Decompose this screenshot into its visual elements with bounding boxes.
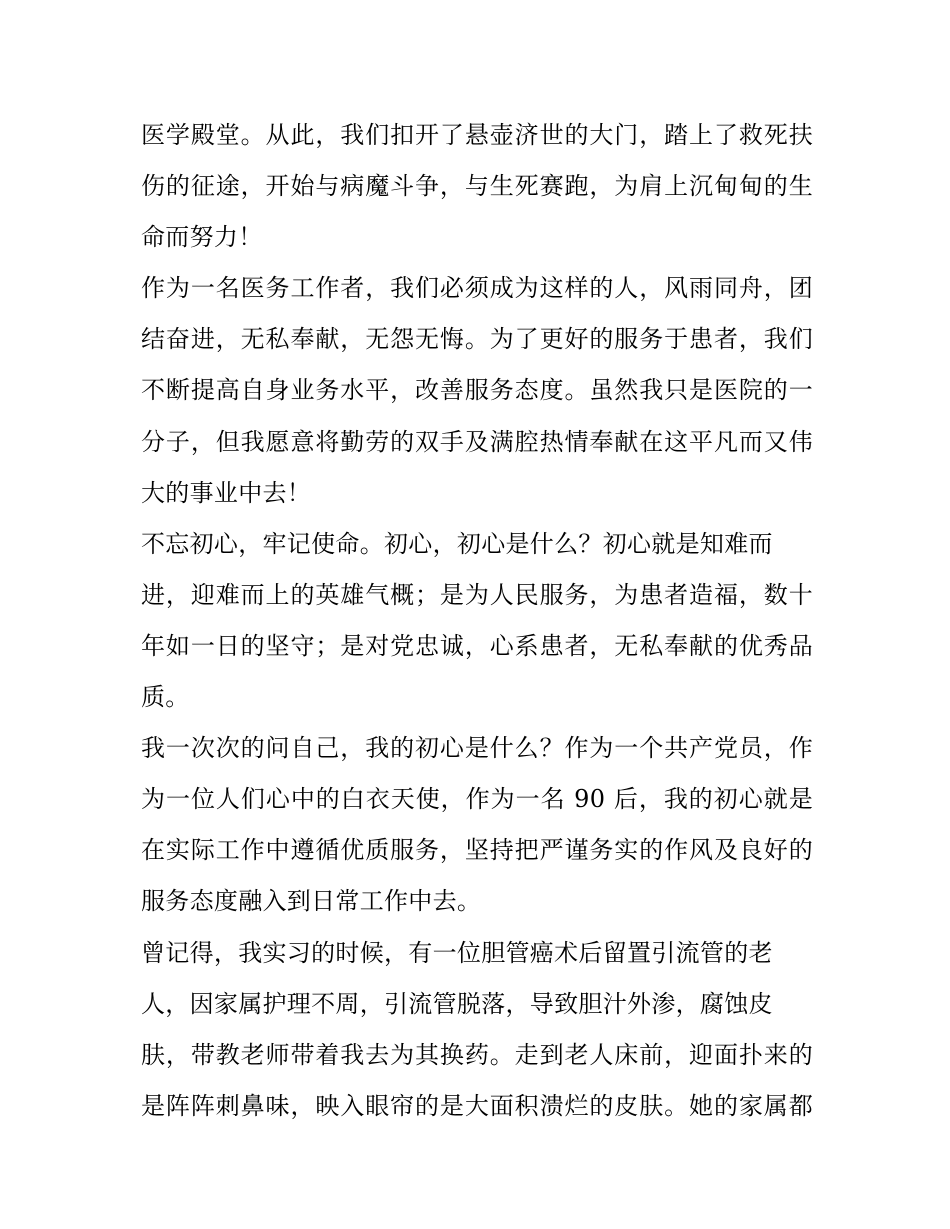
text-line: 年如一日的坚守；是对党忠诚，心系患者，无私奉献的优秀品	[141, 631, 813, 660]
text-line: 不忘初心，牢记使命。初心，初心是什么？初心就是知难而	[141, 529, 773, 558]
text-line: 结奋进，无私奉献，无怨无悔。为了更好的服务于患者，我们	[141, 325, 813, 354]
text-line: 肤，带教老师带着我去为其换药。走到老人床前，迎面扑来的	[141, 1040, 813, 1069]
text-line: 分子，但我愿意将勤劳的双手及满腔热情奉献在这平凡而又伟	[141, 427, 813, 456]
text-line: 大的事业中去！	[141, 478, 312, 507]
text-line: 曾记得，我实习的时候，有一位胆管癌术后留置引流管的老	[141, 938, 773, 967]
text-line: 为一位人们心中的白衣天使，作为一名 90 后，我的初心就是	[141, 785, 813, 814]
text-line: 我一次次的问自己，我的初心是什么？作为一个共产党员，作	[141, 734, 813, 763]
text-line: 医学殿堂。从此，我们扣开了悬壶济世的大门，踏上了救死扶	[141, 121, 813, 149]
text-line: 作为一名医务工作者，我们必须成为这样的人，风雨同舟，团	[141, 274, 813, 303]
body-text	[141, 110, 813, 1132]
text-line: 进，迎难而上的英雄气概；是为人民服务，为患者造福，数十	[141, 580, 813, 609]
text-line: 在实际工作中遵循优质服务，坚持把严谨务实的作风及良好的	[141, 836, 813, 865]
text-line: 服务态度融入到日常工作中去。	[141, 887, 482, 916]
text-line: 人，因家属护理不周，引流管脱落，导致胆汁外渗，腐蚀皮	[141, 989, 773, 1018]
text-line: 命而努力！	[141, 223, 263, 252]
text-line: 不断提高自身业务水平，改善服务态度。虽然我只是医院的一	[141, 376, 813, 405]
text-line: 质。	[141, 683, 190, 712]
text-line: 是阵阵刺鼻味，映入眼帘的是大面积溃烂的皮肤。她的家属都	[141, 1091, 813, 1120]
text-line: 伤的征途，开始与病魔斗争，与生死赛跑，为肩上沉甸甸的生	[141, 172, 813, 201]
